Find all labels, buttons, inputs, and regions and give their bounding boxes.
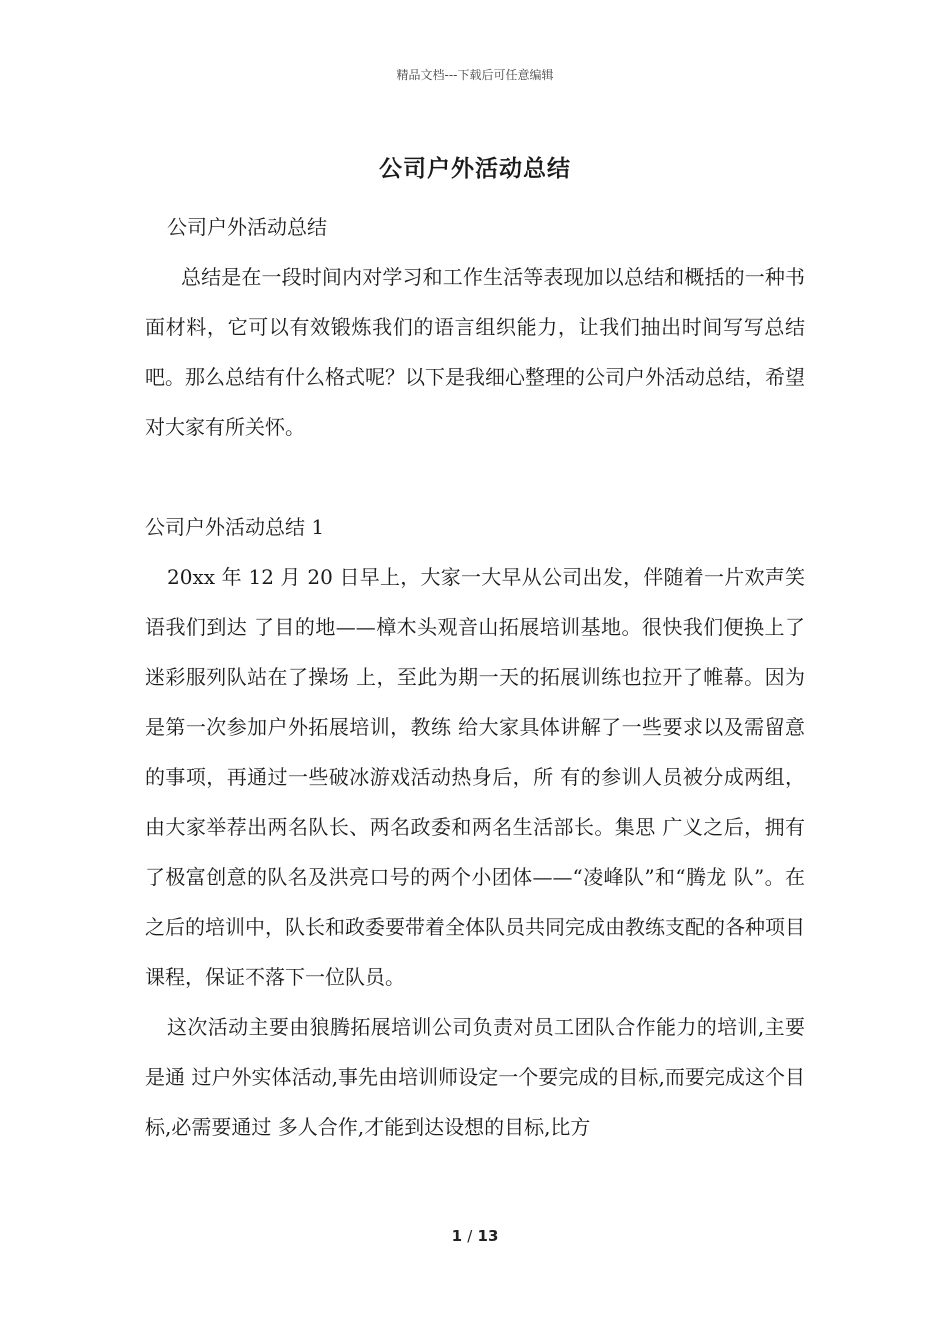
body-paragraph-1: 20xx 年 12 月 20 日早上，大家一大早从公司出发，伴随着一片欢声笑语我们到达 了目的地——樟木头观音山拓展培训基地。很快我们便换上了迷彩服列队站在了操场 上，至此为期一天的拓展训练也拉开了帷幕。因为是第一次参加户外拓展培训，教练 给大家具体讲解了一些要求以及需留意的事项，再通过一些破冰游戏活动热身后，所 有的参训人员被分成两组，由大家举荐出两名队长、两名政委和两名生活部长。集思 广义之后，拥有了极富创意的队名及洪亮口号的两个小团体——“凌峰队”和“腾龙 队”。在之后的培训中，队长和政委要带着全体队员共同完成由教练支配的各种项目 课程，保证不落下一位队员。 xyxy=(145,565,805,989)
header-note: 精品文档---下载后可任意编辑 xyxy=(396,68,554,82)
current-page: 1 xyxy=(451,1227,463,1245)
section-heading: 公司户外活动总结 1 xyxy=(145,515,325,539)
page-separator: / xyxy=(467,1227,473,1245)
document-body xyxy=(145,202,805,1152)
page-number xyxy=(0,1227,950,1245)
paragraph-gap xyxy=(145,452,805,502)
intro-paragraph: 总结是在一段时间内对学习和工作生活等表现加以总结和概括的一种书面材料，它可以有效锻炼我们的语言组织能力，让我们抽出时间写写总结吧。那么总结有什么格式呢？以下是我细心整理的公司户外活动总结，希望对大家有所关怀。 xyxy=(145,265,805,439)
document-title: 公司户外活动总结 xyxy=(379,155,571,182)
document-subtitle: 公司户外活动总结 xyxy=(167,215,327,239)
body-paragraph-2: 这次活动主要由狼腾拓展培训公司负责对员工团队合作能力的培训,主要是通 过户外实体活动,事先由培训师设定一个要完成的目标,而要完成这个目标,必需要通过 多人合作,才能到达设想的目标,比方 xyxy=(145,1015,805,1139)
total-pages: 13 xyxy=(477,1227,499,1245)
